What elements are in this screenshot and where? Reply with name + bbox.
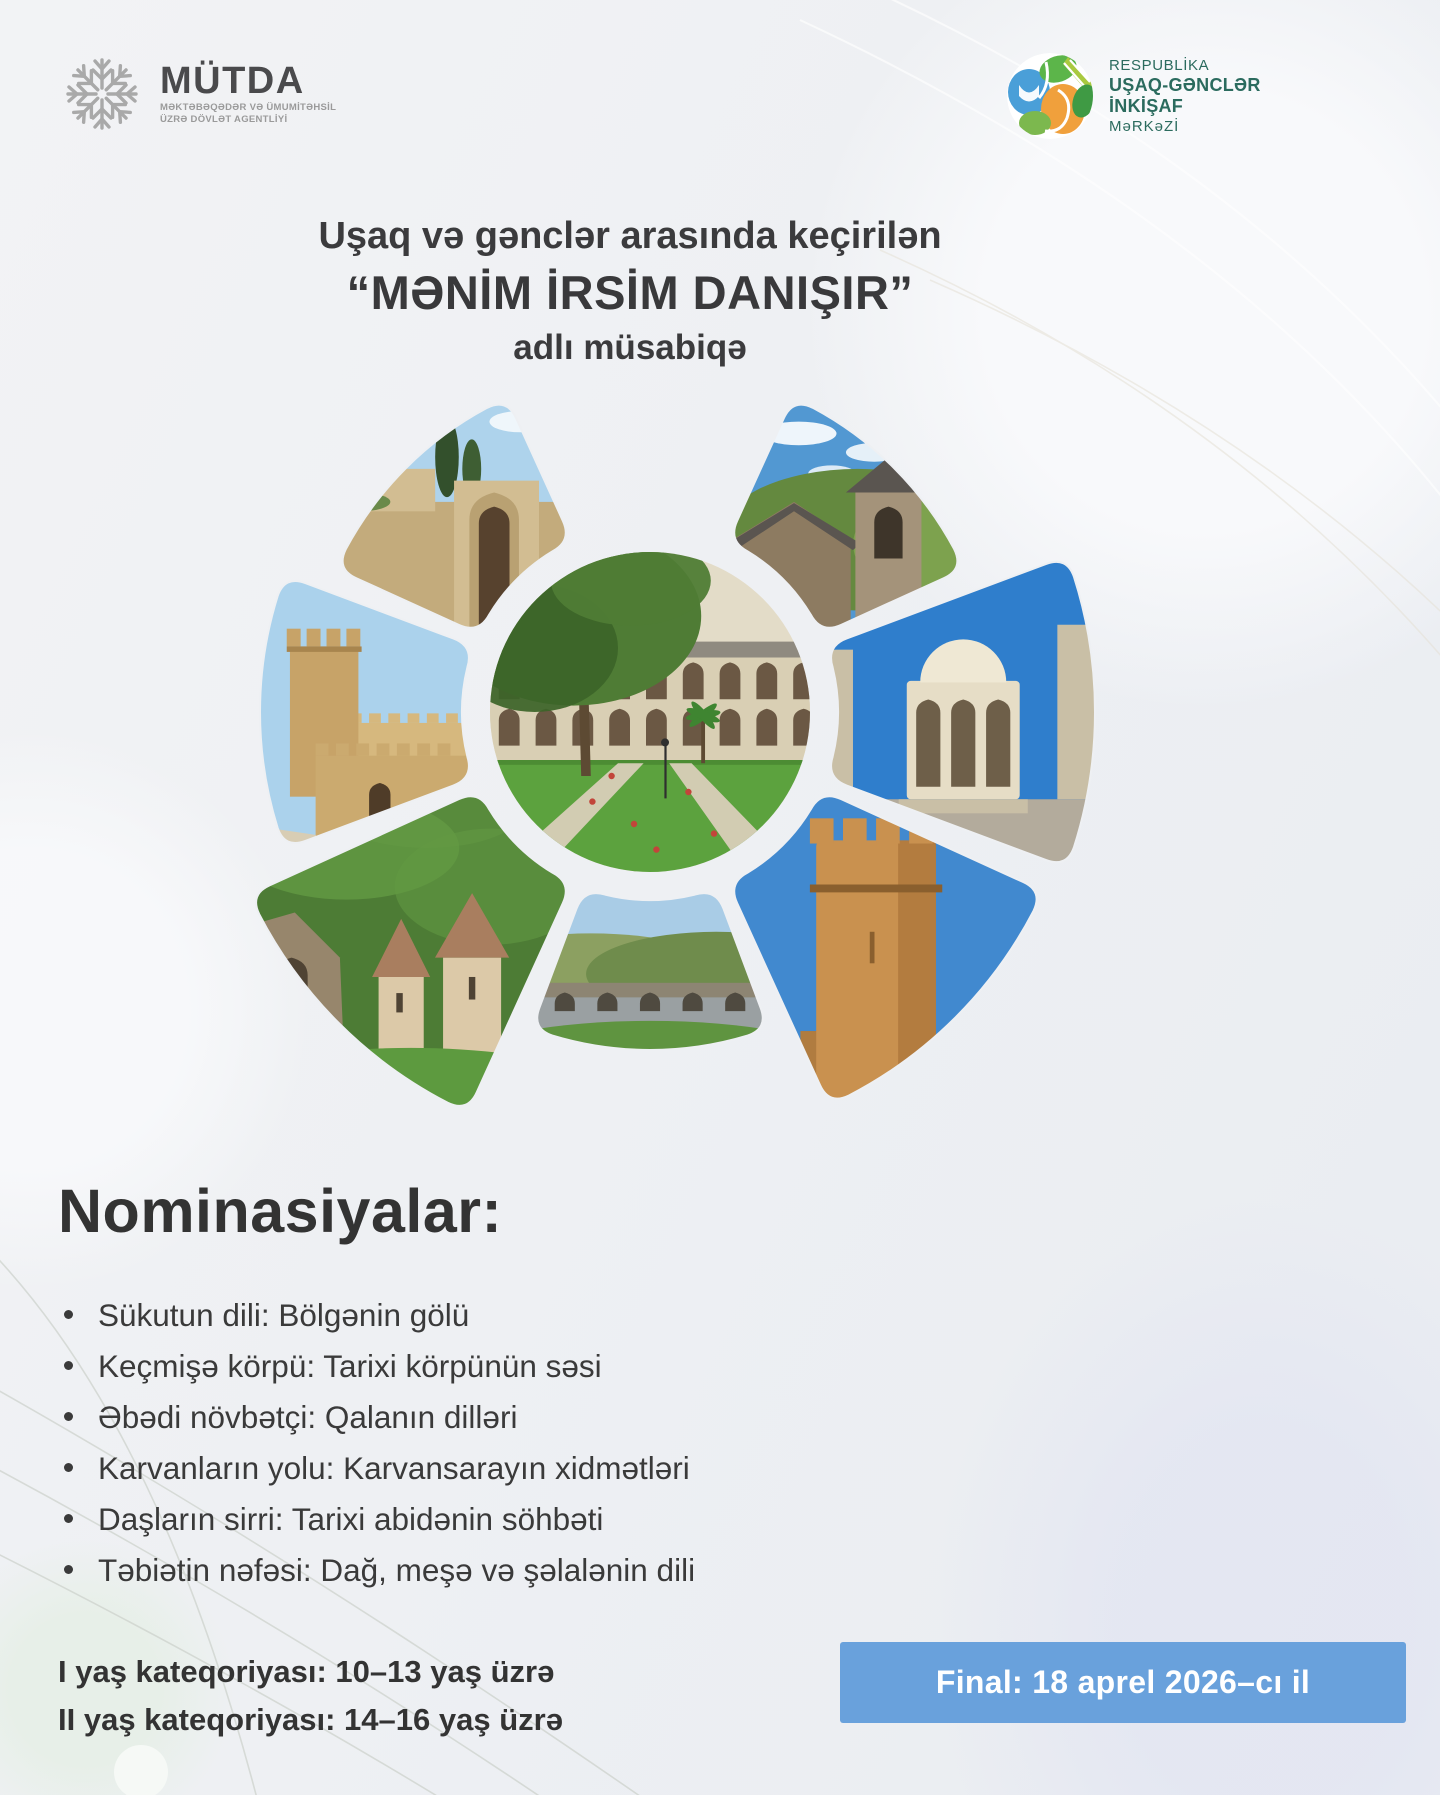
title-main: “MƏNİM İRSİM DANIŞIR” bbox=[346, 266, 914, 319]
nomination-item: Əbədi növbətçi: Qalanın dilləri bbox=[58, 1398, 695, 1436]
nominations-section bbox=[58, 1176, 695, 1602]
youth-center-line3: İNKİŞAF bbox=[1109, 95, 1184, 116]
nomination-item: Karvanların yolu: Karvansarayın xidmətləri bbox=[58, 1449, 695, 1487]
mutda-subtitle-line1: MƏKTƏBƏQƏDƏR VƏ ÜMUMİTƏHSİL bbox=[160, 102, 337, 113]
youth-center-logo bbox=[1006, 52, 1261, 140]
nomination-item: Daşların sirri: Tarixi abidənin söhbəti bbox=[58, 1500, 695, 1538]
title-subtitle-bottom: adlı müsabiqə bbox=[513, 328, 747, 367]
mutda-title: MÜTDA bbox=[160, 60, 305, 102]
age-categories bbox=[58, 1648, 563, 1744]
youth-center-line4: MəRKəZİ bbox=[1109, 117, 1180, 135]
nominations-list bbox=[58, 1296, 695, 1589]
nomination-item: Təbiətin nəfəsi: Dağ, meşə və şəlalənin dili bbox=[58, 1551, 695, 1589]
youth-center-emblem-icon bbox=[1006, 52, 1094, 140]
title-subtitle-top: Uşaq və gənclər arasında keçirilən bbox=[318, 215, 942, 257]
final-date-badge: Final: 18 aprel 2026–cı il bbox=[840, 1642, 1406, 1723]
mutda-emblem-icon bbox=[56, 48, 148, 140]
nominations-heading: Nominasiyalar: bbox=[58, 1177, 503, 1245]
youth-center-line1: RESPUBLİKA bbox=[1109, 56, 1210, 74]
nomination-item: Keçmişə körpü: Tarixi körpünün səsi bbox=[58, 1347, 695, 1385]
age-category-2: II yaş kateqoriyası: 14–16 yaş üzrə bbox=[58, 1702, 563, 1737]
nomination-item: Sükutun dili: Bölgənin gölü bbox=[58, 1296, 695, 1334]
heritage-collage bbox=[170, 370, 1130, 1170]
youth-center-line2: UŞAQ-GƏNCLƏR bbox=[1109, 74, 1261, 95]
age-category-1: I yaş kateqoriyası: 10–13 yaş üzrə bbox=[58, 1654, 555, 1689]
mutda-logo bbox=[56, 48, 336, 140]
title-block bbox=[0, 214, 1260, 370]
mutda-subtitle-line2: ÜZRƏ DÖVLƏT AGENTLİYİ bbox=[160, 113, 288, 125]
